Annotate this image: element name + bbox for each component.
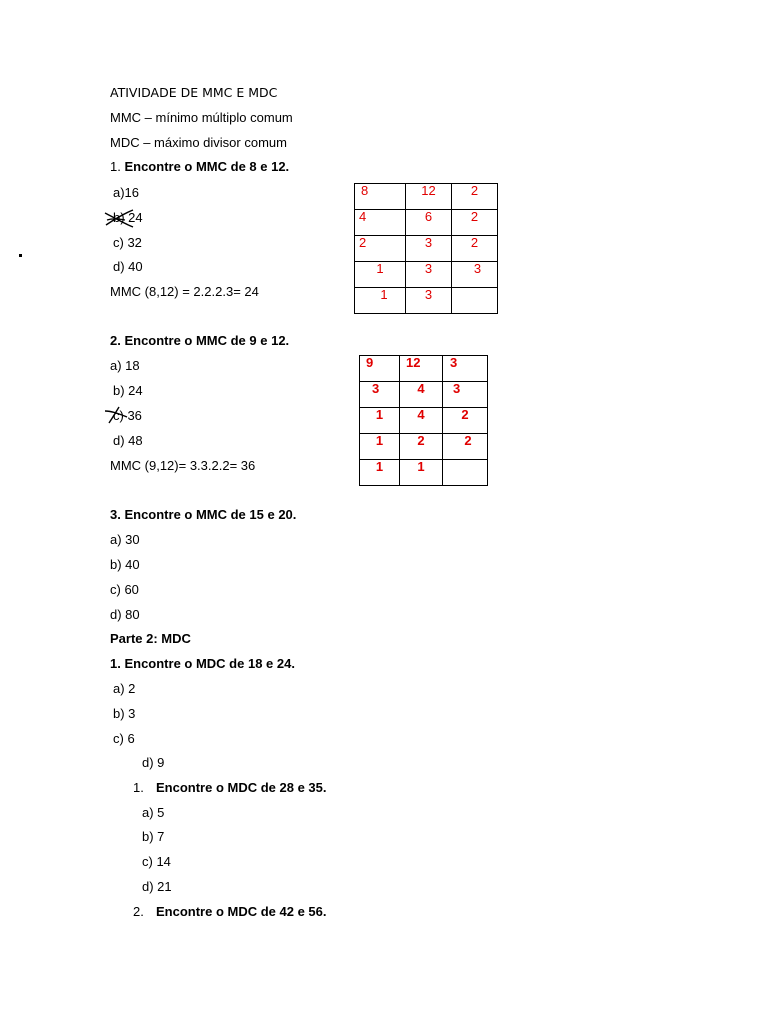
table-row <box>360 460 488 486</box>
q2-option-d: d) 48 <box>113 433 143 448</box>
table-cell: 2 <box>452 236 498 262</box>
part2-q1-question: 1. Encontre o MDC de 18 e 24. <box>110 656 295 671</box>
table-cell: 2 <box>443 434 488 460</box>
table-cell <box>452 288 498 314</box>
table-cell: 3 <box>406 288 452 314</box>
table-row <box>355 184 498 210</box>
part2-title: Parte 2: MDC <box>110 631 191 646</box>
q1-question: Encontre o MMC de 8 e 12. <box>124 159 290 174</box>
table-cell: 3 <box>443 356 488 382</box>
part2-q1-option-d: d) 9 <box>142 755 165 770</box>
q2-factorization-table <box>359 355 488 486</box>
table-cell: 1 <box>400 460 443 486</box>
part2-q2-option-a: a) 5 <box>142 805 165 820</box>
part2-q2-option-d: d) 21 <box>142 879 172 894</box>
part2-q2-number: 1. <box>133 780 144 795</box>
cross-out-mark-icon <box>103 207 135 229</box>
table-cell: 2 <box>452 184 498 210</box>
table-row <box>355 210 498 236</box>
q2-option-c: c) 36 <box>113 408 142 423</box>
q1-heading <box>110 159 289 175</box>
part2-q3-question: Encontre o MDC de 42 e 56. <box>156 904 327 919</box>
part2-q2-option-c: c) 14 <box>142 854 171 869</box>
q3-option-a: a) 30 <box>110 532 140 547</box>
table-row <box>360 434 488 460</box>
q3-question: 3. Encontre o MMC de 15 e 20. <box>110 507 297 522</box>
table-cell: 2 <box>400 434 443 460</box>
part2-q2-question: Encontre o MDC de 28 e 35. <box>156 780 327 795</box>
q1-option-c: c) 32 <box>113 235 142 250</box>
table-cell: 1 <box>360 460 400 486</box>
document-title: ATIVIDADE DE MMC E MDC <box>110 85 278 100</box>
table-cell: 3 <box>406 236 452 262</box>
table-cell: 1 <box>360 434 400 460</box>
table-cell: 3 <box>452 262 498 288</box>
table-row <box>355 262 498 288</box>
q2-question: 2. Encontre o MMC de 9 e 12. <box>110 333 290 348</box>
stray-dot <box>19 254 22 257</box>
q3-option-d: d) 80 <box>110 607 140 622</box>
q1-option-a: a)16 <box>113 185 140 200</box>
table-row <box>360 356 488 382</box>
table-cell: 12 <box>400 356 443 382</box>
q3-option-b: b) 40 <box>110 557 140 572</box>
table-cell: 8 <box>355 184 406 210</box>
part2-q1-option-b: b) 3 <box>113 706 136 721</box>
q1-option-b: b) 24 <box>113 210 143 225</box>
q2-answer: MMC (9,12)= 3.3.2.2= 36 <box>110 458 256 473</box>
table-cell: 12 <box>406 184 452 210</box>
q1-factorization-table <box>354 183 498 314</box>
q2-option-b: b) 24 <box>113 383 143 398</box>
table-cell <box>443 460 488 486</box>
q1-option-d: d) 40 <box>113 259 143 274</box>
check-mark-icon <box>103 405 131 425</box>
table-cell: 3 <box>360 382 400 408</box>
table-row <box>355 236 498 262</box>
table-row <box>360 408 488 434</box>
q1-number: 1. <box>110 159 121 174</box>
q2-option-a: a) 18 <box>110 358 140 373</box>
part2-q1-option-a: a) 2 <box>113 681 136 696</box>
part2-q2-option-b: b) 7 <box>142 829 165 844</box>
mdc-definition: MDC – máximo divisor comum <box>110 135 287 150</box>
table-cell: 9 <box>360 356 400 382</box>
table-cell: 3 <box>443 382 488 408</box>
q1-answer: MMC (8,12) = 2.2.2.3= 24 <box>110 284 259 299</box>
table-cell: 4 <box>400 382 443 408</box>
table-cell: 2 <box>452 210 498 236</box>
q3-option-c: c) 60 <box>110 582 139 597</box>
part2-q3-number: 2. <box>133 904 144 919</box>
table-cell: 6 <box>406 210 452 236</box>
part2-q1-option-c: c) 6 <box>113 731 135 746</box>
table-row <box>355 288 498 314</box>
table-cell: 3 <box>406 262 452 288</box>
table-cell: 2 <box>443 408 488 434</box>
table-cell: 4 <box>400 408 443 434</box>
table-cell: 2 <box>355 236 406 262</box>
mmc-definition: MMC – mínimo múltiplo comum <box>110 110 293 125</box>
table-cell: 4 <box>355 210 406 236</box>
table-cell: 1 <box>355 262 406 288</box>
table-cell: 1 <box>360 408 400 434</box>
table-row <box>360 382 488 408</box>
table-cell: 1 <box>355 288 406 314</box>
